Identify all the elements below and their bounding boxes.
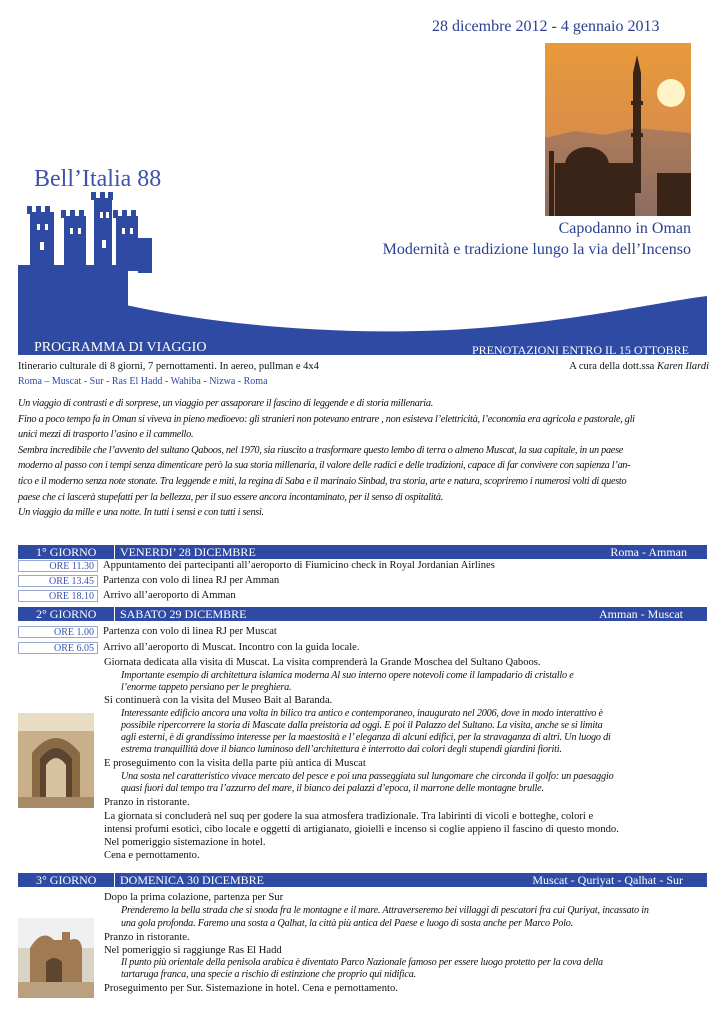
time-label: ORE 1.00 [18,626,98,638]
day-text: Dopo la prima colazione, partenza per Sur [104,892,284,903]
day-text: Si continuerà con la visita del Museo Bait al Baranda. [104,695,333,706]
day-text: intensi profumi esotici, cibo locale e oggetti di artigianato, gioielli e incenso si coglie appieno il fascino di questo mondo. [104,824,619,835]
day-text: quasi fuori dal tempo tra l’azzurro del mare, il bianco dei palazzi d’epoca, il marrone delle montagne brulle. [121,783,544,794]
day-text: Giornata dedicata alla visita di Muscat. La visita comprenderà la Grande Moschea del Sultano Qaboos. [104,657,541,668]
header-separator [114,607,115,621]
day-number: 2° GIORNO [36,607,97,621]
day-number: 3° GIORNO [36,873,97,887]
day-text: Il punto più orientale della penisola arabica è diventato Parco Nazionale famoso per essere luogo protetto per la cova della [121,957,603,968]
schedule-text: Partenza con volo di linea RJ per Amman [103,575,280,586]
day-header [18,873,707,887]
day-text: Proseguimento per Sur. Sistemazione in hotel. Cena e pernottamento. [104,983,398,994]
day-header [18,545,707,559]
brand-title: Bell’Italia 88 [34,166,162,192]
day-text: agli esterni, è di grandissimo interesse per la maestosità e l’ eleganza di alcuni edifici, per la stravaganza di altri. Un luogo di [121,732,611,743]
day-text: tartaruga franca, una specie a rischio di estinzione che proprio qui nidifica. [121,969,416,980]
day-text: una gola profonda. Faremo una sosta a Qalhat, la città più antica del Paese e luogo di sosta anche per Marco Polo. [121,918,574,929]
intro-line: paese che ci lascerà stupefatti per la bellezza, per il suo essere ancora incontaminato, per il senso di ospitalità. [18,491,443,503]
day-text: Importante esempio di architettura islamica moderna Al suo interno opere notevoli come il lampadario di cristallo e [121,670,574,681]
day-text: Pranzo in ristorante. [104,797,190,808]
curator-name: Karen Ilardi [656,361,709,372]
day-route: Muscat - Quriyat - Qalhat - Sur [532,873,683,887]
qalhat-ruin-photo [18,918,94,998]
schedule-text: Arrivo all’aeroporto di Amman [103,590,236,601]
day-text: estrema tranquillità dove il bianco luminoso dell’architettura è interrotto dai colori degli stupendi giardini fioriti. [121,744,562,755]
intro-line: unici mezzi di trasporto l’asino e il cammello. [18,429,194,441]
program-title: PROGRAMMA DI VIAGGIO [34,340,207,355]
day-text: Cena e pernottamento. [104,850,200,861]
intro-line: Un viaggio di contrasti e di sorprese, un viaggio per assaporare il fascino di leggende e di storia millenaria. [18,398,433,409]
header-separator [114,545,115,559]
day-text: Prenderemo la bella strada che si snoda fra le montagne e il mare. Attraverseremo bei villaggi di pescatori fra cui Quriyat, incassato in [121,905,649,916]
intro-line: tico e il moderno senza note stonate. Tra leggende e miti, la regina di Saba e il marinaio Sinbad, tra storia, arte e natura, scopriremo i numerosi volti di questo [18,475,627,487]
day-text: La giornata si concluderà nel suq per godere la sua atmosfera tradizionale. Tra labirinti di vicoli e botteghe, colori e [104,811,594,822]
day-text: Interessante edificio ancora una volta in bilico tra antico e contemporaneo, inaugurato nel 2006, dove in modo interattivo è [121,708,603,719]
booking-deadline: PRENOTAZIONI ENTRO IL 15 OTTOBRE [471,343,689,357]
day-text: Nel pomeriggio si raggiunge Ras El Hadd [104,945,282,956]
trip-subtitle: Modernità e tradizione lungo la via dell’Incenso [382,241,691,258]
route-line: Roma – Muscat - Sur - Ras El Hadd - Wahiba - Nizwa - Roma [18,376,268,387]
time-label: ORE 18.10 [18,590,98,602]
day-route: Roma - Amman [610,545,687,559]
intro-text [18,396,708,521]
header-separator [114,873,115,887]
day-text: l’enorme tappeto persiano per le preghiera. [121,682,292,693]
date-range: 28 dicembre 2012 - 4 gennaio 2013 [432,18,660,35]
time-label: ORE 13.45 [18,575,98,587]
intro-line: Sembra incredibile che l’avvento del sultano Qaboos, nel 1970, sia riuscito a trasformare questo lembo di terra o almeno Muscat, la sua capitale, in un paese [18,444,624,456]
grand-mosque-arch-photo [18,713,94,808]
day-text: Pranzo in ristorante. [104,932,190,943]
time-label: ORE 11.30 [18,560,98,572]
day-text: Una sosta nel caratteristico vivace mercato del pesce e poi una passeggiata sul lungomare che circonda il golfo: un paesaggio [121,771,614,782]
day-date: VENERDI’ 28 DICEMBRE [120,545,256,559]
itinerary-summary: Itinerario culturale di 8 giorni, 7 pernottamenti. In aereo, pullman e 4x4 [18,361,319,372]
schedule-text: Appuntamento dei partecipanti all’aeroporto di Fiumicino check in Royal Jordanian Airlines [103,560,495,571]
schedule-text: Arrivo all’aeroporto di Muscat. Incontro con la guida locale. [103,642,360,653]
intro-line: Fino a poco tempo fa in Oman si viveva in pieno medioevo: gli stranieri non potevano entrare , non esisteva l’elettricità, l’economia era agricola e pastorale, gli [18,413,635,425]
curator [569,361,709,372]
day-text: possibile ripercorrere la storia di Mascate dalla preistoria ad oggi. E poi il Palazzo del Sultano. La visita, anche se si limita [121,720,603,731]
trip-title: Capodanno in Oman [558,220,691,237]
day-text: Nel pomeriggio sistemazione in hotel. [104,837,266,848]
intro-line: moderno al passo con i tempi senza dimenticare però la sua storia millenaria, il valore delle radici e delle tradizioni, capace di far convivere con sapienza l’an- [18,460,631,472]
day-date: SABATO 29 DICEMBRE [120,607,247,621]
day-text: E proseguimento con la visita della parte più antica di Muscat [104,758,366,769]
day-route: Amman - Muscat [599,607,683,621]
day-header [18,607,707,621]
time-label: ORE 6.05 [18,642,98,654]
curator-prefix: A cura della dott.ssa [569,361,657,372]
day-date: DOMENICA 30 DICEMBRE [120,873,265,887]
intro-line: Un viaggio da mille e una notte. In tutti i sensi e con tutti i sensi. [18,507,264,519]
schedule-text: Partenza con volo di linea RJ per Muscat [103,626,277,637]
day-number: 1° GIORNO [36,545,97,559]
banner-castle-wave [0,190,725,360]
